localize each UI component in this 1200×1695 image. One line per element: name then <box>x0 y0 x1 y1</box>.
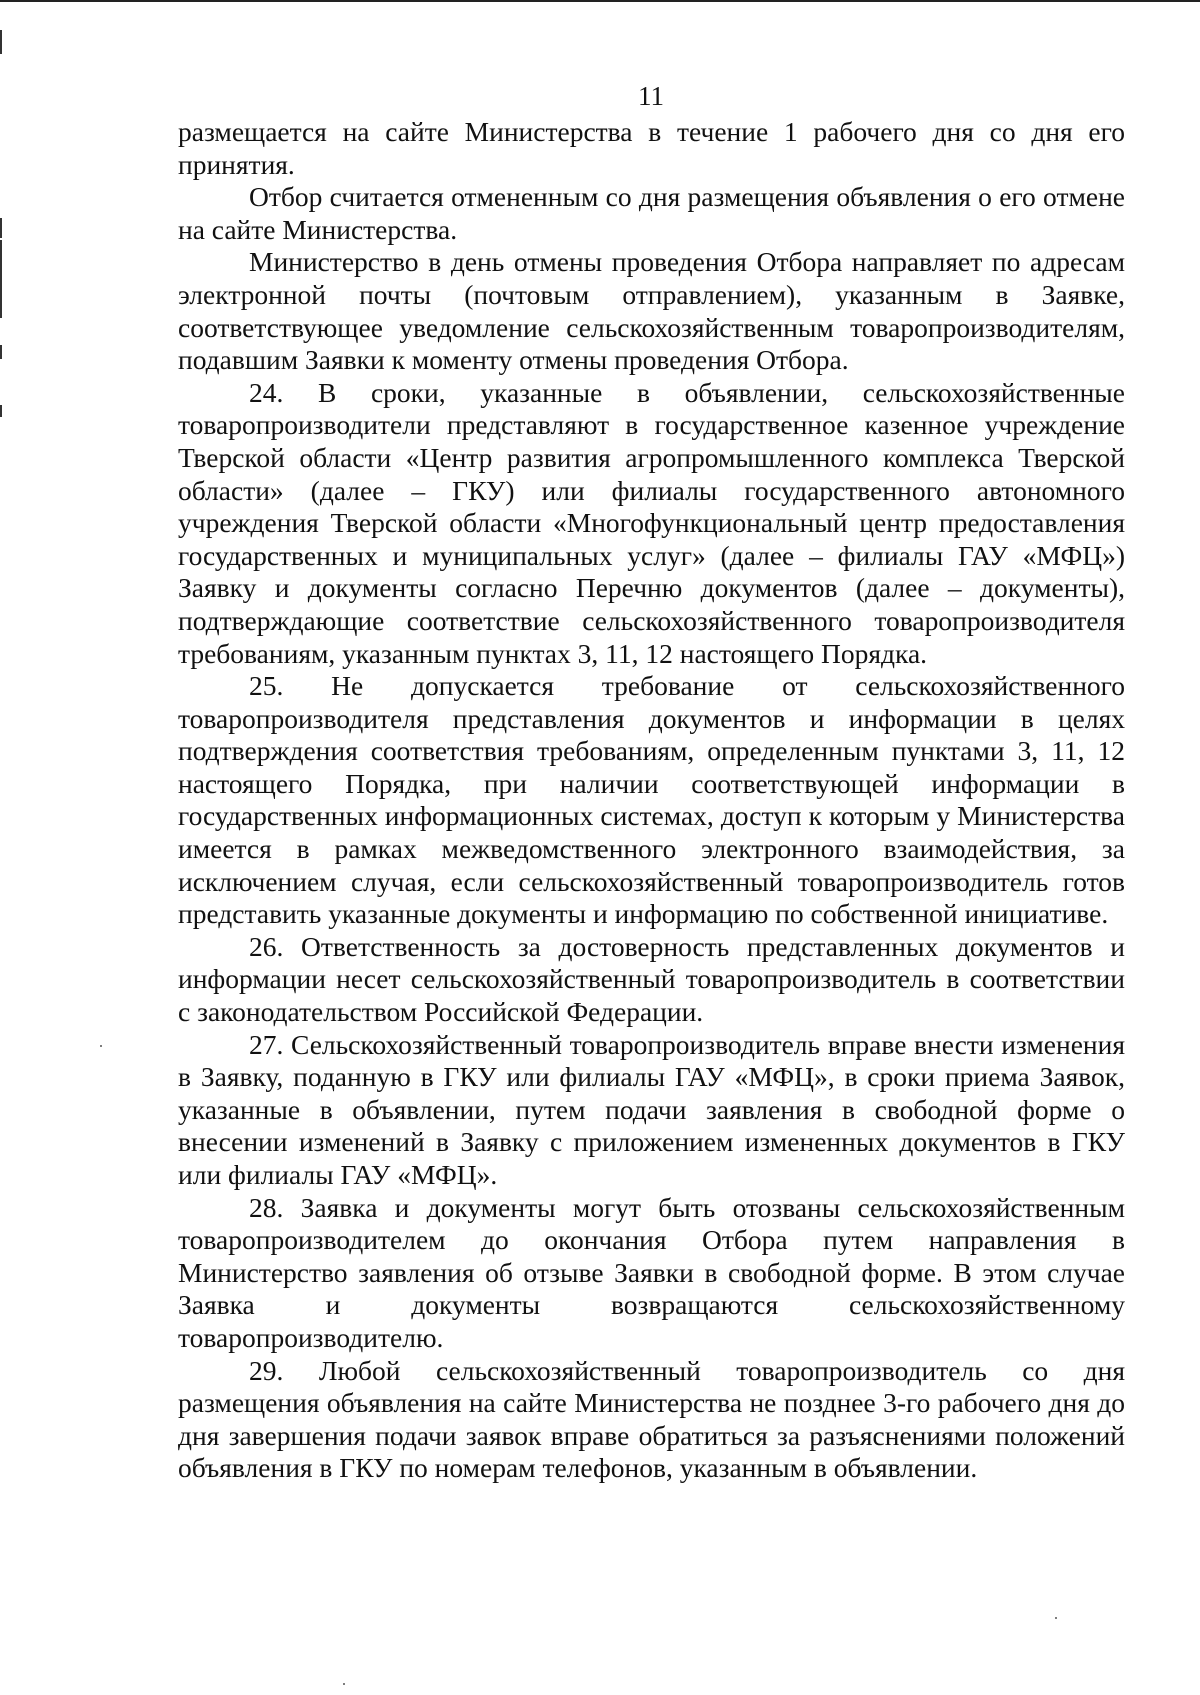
paragraph-text: Заявка и документы могут быть отозваны сельскохозяйственным товаропроизводителем до окончания Отбора путем направления в Министерство заявления об отзыве Заявки в свободной форме. В этом случае Заявка и документы возвращаются сельскохозяйственному товаропроизводителю. <box>178 1191 1125 1353</box>
scan-margin-mark <box>0 240 2 318</box>
numbered-paragraph <box>178 377 1125 670</box>
scan-margin-mark <box>0 30 2 54</box>
scan-margin-mark <box>0 345 2 359</box>
paragraph-text: Не допускается требование от сельскохозяйственного товаропроизводителя представления документов и информации в целях подтверждения соответствия требованиям, определенным пунктами 3, 11, 12 настоящего Порядка, при наличии соответствующей информации в государственных информационных системах, доступ к которым у Министерства имеется в рамках межведомственного электронного взаимодействия, за исключением случая, если сельскохозяйственный товаропроизводитель готов представить указанные документы и информацию по собственной инициативе. <box>178 670 1125 930</box>
paragraph-number: 28. <box>249 1191 301 1223</box>
paragraph-text: В сроки, указанные в объявлении, сельскохозяйственные товаропроизводители представляют в государственное казенное учреждение Тверской области «Центр развития агропромышленного комплекса Тверской области» (далее – ГКУ) или филиалы государственного автономного учреждения Тверской области «Многофункциональный центр предоставления государственных и муниципальных услуг» (далее – филиалы ГАУ «МФЦ») Заявку и документы согласно Перечню документов (далее – документы), подтверждающие соответствие сельскохозяйственного товаропроизводителя требованиям, указанным пунктах 3, 11, 12 настоящего Порядка. <box>178 376 1125 669</box>
paragraph <box>178 246 1125 376</box>
paragraph-number: 25. <box>249 670 332 702</box>
paragraph-number: 26. <box>249 930 302 962</box>
scan-speck <box>343 1683 345 1685</box>
scan-margin-mark <box>0 218 2 238</box>
numbered-paragraph <box>178 1029 1125 1192</box>
paragraph <box>178 116 1125 181</box>
paragraph-text: Сельскохозяйственный товаропроизводитель вправе внести изменения в Заявку, поданную в ГКУ или филиалы ГАУ «МФЦ», в сроки приема Заявок, указанные в объявлении, путем подачи заявления в свободной форме о внесении изменений в Заявку с приложением измененных документов в ГКУ или филиалы ГАУ «МФЦ». <box>178 1028 1126 1190</box>
paragraph-text: Отбор считается отмененным со дня размещения объявления о его отмене на сайте Министерства. <box>178 181 1125 245</box>
numbered-paragraph <box>178 1355 1125 1485</box>
scan-speck <box>100 1045 102 1047</box>
paragraph-text: размещается на сайте Министерства в течение 1 рабочего дня со дня его принятия. <box>178 116 1125 180</box>
scan-speck <box>1055 1617 1057 1619</box>
document-body <box>178 116 1125 1485</box>
numbered-paragraph <box>178 670 1125 931</box>
top-edge-line <box>0 0 1200 2</box>
paragraph-text: Любой сельскохозяйственный товаропроизводитель со дня размещения объявления на сайте Министерства не позднее 3-го рабочего дня до дня завершения подачи заявок вправе обратиться за разъяснениями положений объявления в ГКУ по номерам телефонов, указанным в объявлении. <box>178 1354 1126 1484</box>
paragraph-text: Министерство в день отмены проведения Отбора направляет по адресам электронной почты (почтовым отправлением), указанным в Заявке, соответствующее уведомление сельскохозяйственным товаропроизводителям, подавшим Заявки к моменту отмены проведения Отбора. <box>178 246 1125 376</box>
paragraph-text: Ответственность за достоверность представленных документов и информации несет сельскохозяйственный товаропроизводитель в соответствии с законодательством Российской Федерации. <box>178 930 1126 1028</box>
scan-margin-mark <box>0 405 2 417</box>
paragraph-number: 29. <box>249 1354 319 1386</box>
page-number: 11 <box>638 81 664 111</box>
paragraph-number: 24. <box>249 376 318 408</box>
numbered-paragraph <box>178 931 1125 1029</box>
numbered-paragraph <box>178 1192 1125 1355</box>
paragraph-number: 27. <box>249 1028 292 1060</box>
paragraph <box>178 181 1125 246</box>
